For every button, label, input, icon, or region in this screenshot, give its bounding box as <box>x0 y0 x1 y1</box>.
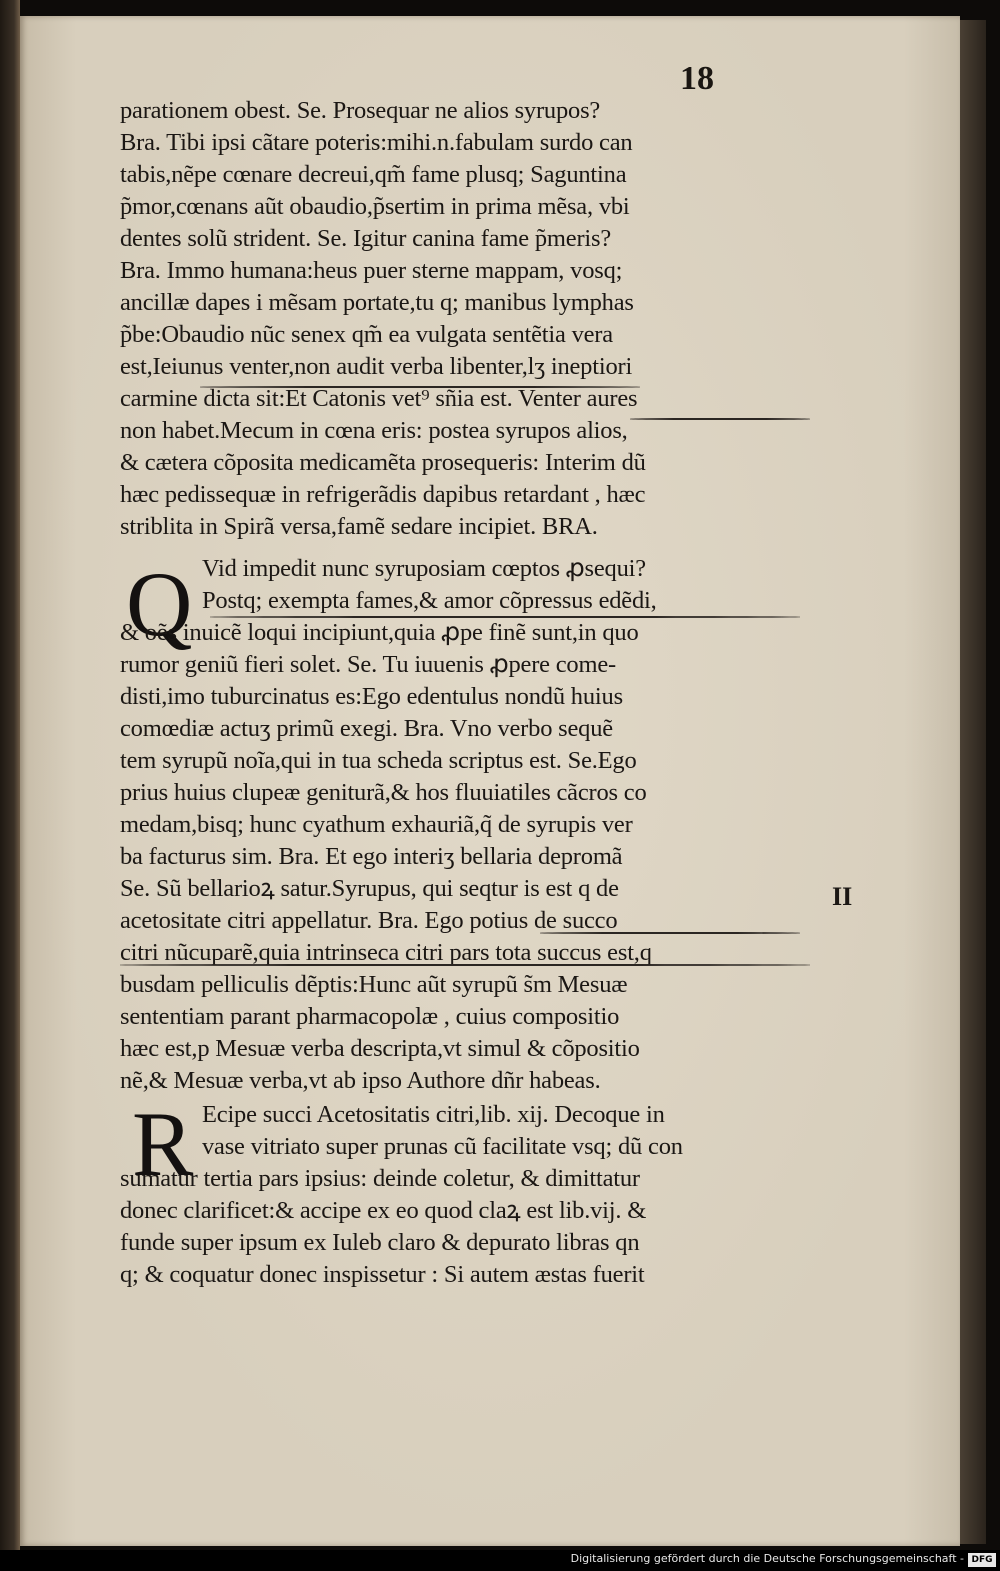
text-line: prius huius clupeæ geniturã,& hos fluuiatiles cãcros co <box>120 779 647 806</box>
text-line: tabis,nẽpe cœnare decreui,qm̃ fame plusq; Saguntina <box>120 161 627 188</box>
text-line: funde super ipsum ex Iuleb claro & depurato libras qn <box>120 1229 640 1256</box>
text-line: q; & coquatur donec inspissetur : Si autem æstas fuerit <box>120 1261 645 1288</box>
margin-note: II <box>832 882 853 911</box>
ink-underline <box>540 932 800 934</box>
text-line: p̃mor,cœnans aũt obaudio,p̃sertim in prima mẽsa, vbi <box>120 193 630 220</box>
text-line: rumor geniũ fieri solet. Se. Tu iuuenis ꝓpere come- <box>120 651 616 678</box>
text-line: striblita in Spirã versa,famẽ sedare incipiet. BRA. <box>120 513 598 540</box>
text-line: citri nũcuparẽ,quia intrinseca citri pars tota succus est,q <box>120 939 652 966</box>
text-line: Vid impedit nunc syruposiam cœptos ꝓsequi? <box>202 555 646 582</box>
text-line: ba facturus sim. Bra. Et ego interiʒ bellaria depromã <box>120 843 623 870</box>
text-line: non habet.Mecum in cœna eris: postea syrupos alios, <box>120 417 628 444</box>
ink-underline <box>120 964 810 966</box>
text-line: & cætera cõposita medicamẽta prosequeris: Interim dũ <box>120 449 646 476</box>
text-line: est,Ieiunus venter,non audit verba libenter,lʒ ineptiori <box>120 353 633 380</box>
text-line: Bra. Tibi ipsi cãtare poteris:mihi.n.fabulam surdo can <box>120 129 633 156</box>
text-line: parationem obest. Se. Prosequar ne alios syrupos? <box>120 97 601 124</box>
ink-underline <box>200 386 640 388</box>
dfg-logo: DFG <box>968 1553 996 1567</box>
page-number: 18 <box>680 60 714 97</box>
text-line: acetositate citri appellatur. Bra. Ego potius de succo <box>120 907 618 934</box>
footer-credit: Digitalisierung gefördert durch die Deutsche Forschungsgemeinschaft - <box>570 1552 964 1565</box>
book-spine-edge <box>0 0 20 1550</box>
page-edge-shadow <box>960 20 986 1544</box>
text-line: dentes solũ strident. Se. Igitur canina fame p̃meris? <box>120 225 612 252</box>
text-line: hæc est,p Mesuæ verba descripta,vt simul & cõpositio <box>120 1035 640 1062</box>
text-line: donec clarificet:& accipe ex eo quod claꝝ est lib.vij. & <box>120 1197 647 1224</box>
text-line: ancillæ dapes i mẽsam portate,tu q; manibus lymphas <box>120 289 634 316</box>
text-line: disti,imo tuburcinatus es:Ego edentulus nondũ huius <box>120 683 623 710</box>
text-line: p̃be:Obaudio nũc senex qm̃ ea vulgata sentẽtia vera <box>120 321 613 348</box>
ink-underline <box>210 616 800 618</box>
text-line: sententiam parant pharmacopolæ , cuius compositio <box>120 1003 620 1030</box>
text-line: & oẽs inuicẽ loqui incipiunt,quia ꝓpe finẽ sunt,in quo <box>120 619 639 646</box>
text-line: Bra. Immo humana:heus puer sterne mappam, vosq; <box>120 257 623 284</box>
drop-cap-r: R <box>132 1093 194 1195</box>
text-line: Se. Sũ bellarioꝝ satur.Syrupus, qui seqtur is est q de <box>120 875 619 902</box>
text-line: Postq; exempta fames,& amor cõpressus edẽdi, <box>202 587 657 614</box>
text-line: vase vitriato super prunas cũ facilitate vsq; dũ con <box>202 1133 683 1160</box>
footer-bar <box>0 1550 1000 1571</box>
text-line: medam,bisq; hunc cyathum exhauriã,q̃ de syrupis ver <box>120 811 633 838</box>
text-line: hæc pedissequæ in refrigerãdis dapibus retardant , hæc <box>120 481 646 508</box>
text-line: carmine dicta sit:Et Catonis vet⁹ sñia est. Venter aures <box>120 385 638 412</box>
text-line: nẽ,& Mesuæ verba,vt ab ipso Authore dñr habeas. <box>120 1067 601 1094</box>
text-line: Ecipe succi Acetositatis citri,lib. xij. Decoque in <box>202 1101 665 1128</box>
text-line: comœdiæ actuʒ primũ exegi. Bra. Vno verbo sequẽ <box>120 715 613 742</box>
text-line: sumatur tertia pars ipsius: deinde coletur, & dimittatur <box>120 1165 640 1192</box>
drop-cap-q: Q <box>126 553 193 655</box>
text-line: tem syrupũ noĩa,qui in tua scheda scriptus est. Se.Ego <box>120 747 637 774</box>
text-line: busdam pelliculis dẽptis:Hunc aũt syrupũ s̃m Mesuæ <box>120 971 628 998</box>
book-page <box>20 16 960 1546</box>
ink-underline <box>630 418 810 420</box>
